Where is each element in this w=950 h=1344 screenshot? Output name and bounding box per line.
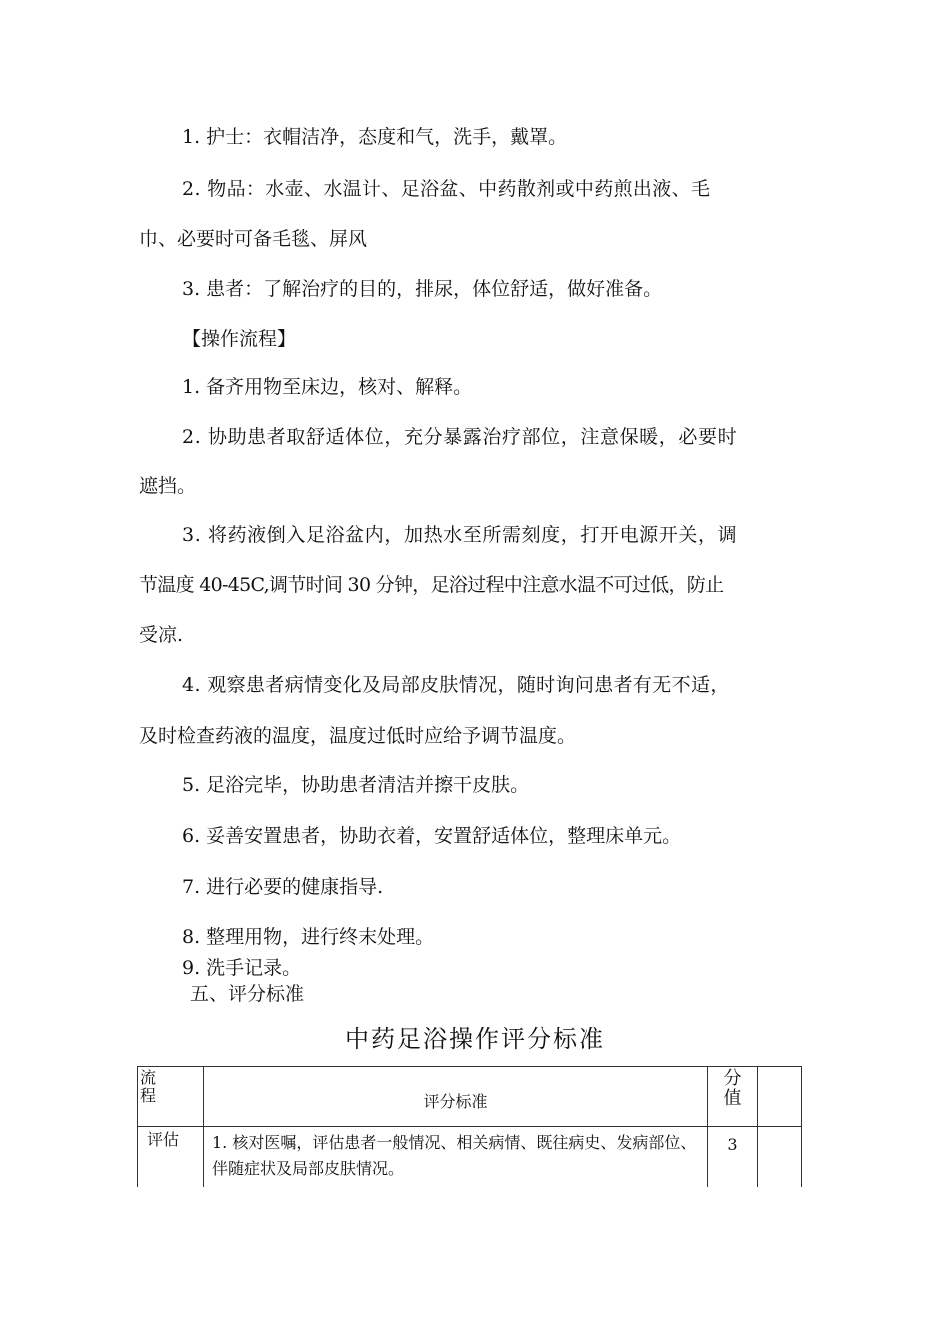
table-cell [204, 1127, 708, 1187]
table-cell [708, 1127, 758, 1187]
text-line: 8. 整理用物，进行终末处理。 [182, 926, 435, 948]
text-line: 4. 观察患者病情变化及局部皮肤情况，随时询问患者有无不适， [182, 674, 730, 696]
table-title: 中药足浴操作评分标准 [345, 1025, 605, 1053]
text-line: 3. 患者：了解治疗的目的，排尿，体位舒适，做好准备。 [182, 278, 663, 300]
text-line: 巾、必要时可备毛毯、屏风 [139, 228, 368, 250]
text-line: 节温度 40-45C,调节时间 30 分钟，足浴过程中注意水温不可过低，防止 [139, 574, 724, 596]
section-heading: 【操作流程】 [182, 328, 297, 350]
header-cell [138, 1067, 204, 1127]
text-line: 7. 进行必要的健康指导. [182, 876, 384, 898]
text-line: 3. 将药液倒入足浴盆内，加热水至所需刻度，打开电源开关，调 [182, 524, 738, 546]
text-line: 6. 妥善安置患者，协助衣着，安置舒适体位，整理床单元。 [182, 825, 682, 847]
table-header-row [138, 1067, 802, 1127]
header-cell [758, 1067, 802, 1127]
row-score: 3 [727, 1135, 738, 1154]
row-process: 评估 [147, 1130, 180, 1149]
table-row [138, 1127, 802, 1187]
text-line: 1. 备齐用物至床边，核对、解释。 [182, 376, 473, 398]
table-cell [138, 1127, 204, 1187]
scoring-table [137, 1066, 802, 1187]
text-line: 9. 洗手记录。 [182, 957, 302, 979]
header-process: 流程 [140, 1068, 157, 1105]
text-line: 遮挡。 [139, 475, 197, 497]
text-line: 及时检查药液的温度，温度过低时应给予调节温度。 [139, 725, 577, 747]
header-cell [708, 1067, 758, 1127]
section-heading: 五、评分标准 [190, 983, 305, 1005]
header-criteria: 评分标准 [423, 1091, 488, 1111]
header-score: 分值 [723, 1068, 742, 1109]
text-line: 2. 物品：水壶、水温计、足浴盆、中药散剂或中药煎出液、毛 [182, 178, 711, 200]
header-cell [204, 1067, 708, 1127]
table-cell [758, 1127, 802, 1187]
row-criteria: 1. 核对医嘱，评估患者一般情况、相关病情、既往病史、发病部位、伴随症状及局部皮肤情况。 [212, 1133, 697, 1178]
text-line: 2. 协助患者取舒适体位，充分暴露治疗部位，注意保暖，必要时 [182, 426, 738, 448]
text-line: 受凉. [139, 624, 184, 646]
text-line: 5. 足浴完毕，协助患者清洁并擦干皮肤。 [182, 774, 530, 796]
text-line: 1. 护士：衣帽洁净，态度和气，洗手，戴罩。 [182, 126, 568, 148]
